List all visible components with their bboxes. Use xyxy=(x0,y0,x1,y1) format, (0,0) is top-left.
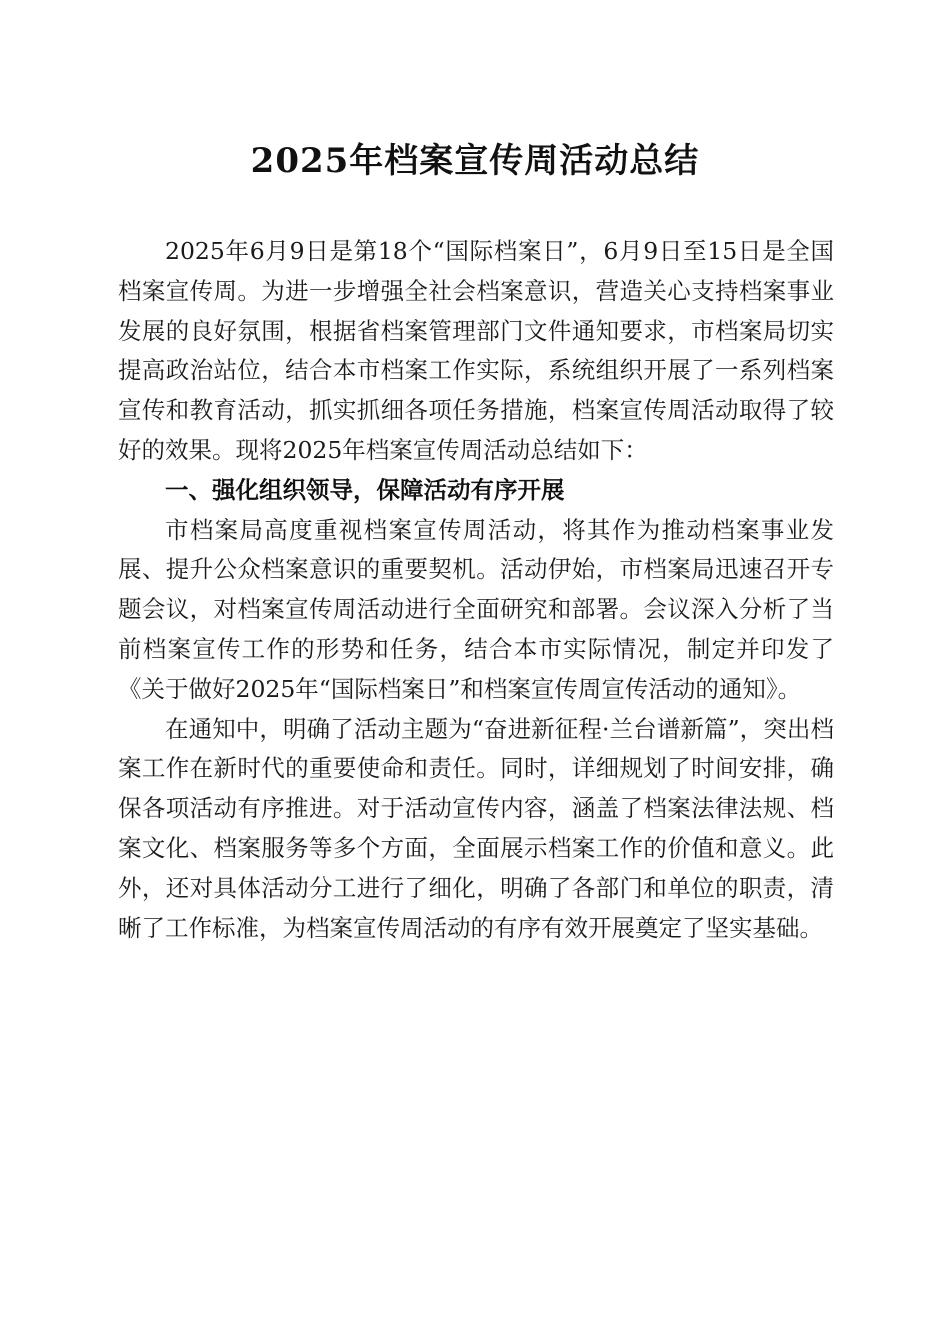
document-body xyxy=(118,232,834,948)
body-paragraph-2: 在通知中，明确了活动主题为“奋进新征程·兰台谱新篇”，突出档案工作在新时代的重要使命和责任。同时，详细规划了时间安排，确保各项活动有序推进。对于活动宣传内容，涵盖了档案法律法规、档案文化、档案服务等多个方面，全面展示档案工作的价值和意义。此外，还对具体活动分工进行了细化，明确了各部门和单位的职责，清晰了工作标准，为档案宣传周活动的有序有效开展奠定了坚实基础。 xyxy=(118,714,834,942)
body-paragraph-1: 市档案局高度重视档案宣传周活动，将其作为推动档案事业发展、提升公众档案意识的重要契机。活动伊始，市档案局迅速召开专题会议，对档案宣传周活动进行全面研究和部署。会议深入分析了当前档案宣传工作的形势和任务，结合本市实际情况，制定并印发了《关于做好2025年“国际档案日”和档案宣传周宣传活动的通知》。 xyxy=(118,515,834,703)
section-heading: 一、强化组织领导，保障活动有序开展 xyxy=(165,475,565,504)
intro-paragraph: 2025年6月9日是第18个“国际档案日”，6月9日至15日是全国档案宣传周。为进一步增强全社会档案意识，营造关心支持档案事业发展的良好氛围，根据省档案管理部门文件通知要求，市档案局切实提高政治站位，结合本市档案工作实际，系统组织开展了一系列档案宣传和教育活动，抓实抓细各项任务措施，档案宣传周活动取得了较好的效果。现将2025年档案宣传周活动总结如下： xyxy=(118,237,834,464)
document-title: 2025年档案宣传周活动总结 xyxy=(250,141,700,181)
